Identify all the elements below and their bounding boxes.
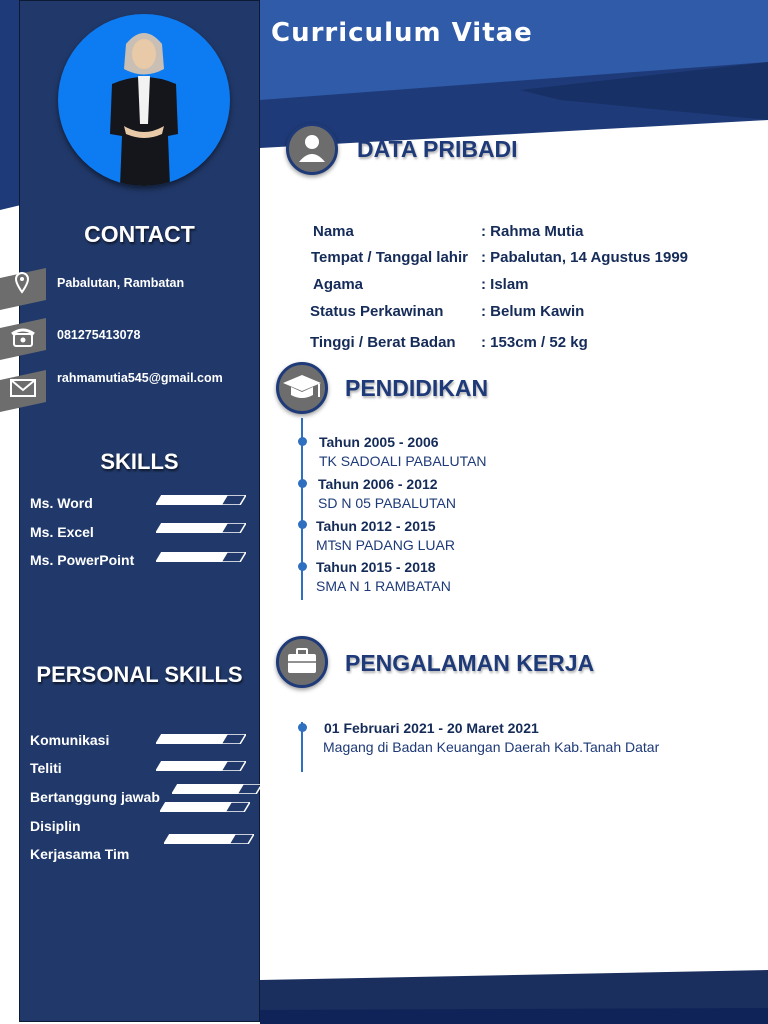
- data-label: Tempat / Tanggal lahir: [311, 249, 468, 266]
- data-value: : Rahma Mutia: [481, 223, 584, 240]
- pendidikan-heading: PENDIDIKAN: [345, 375, 489, 401]
- skill-bar-fill: [160, 802, 232, 812]
- personal-skill-bar: [172, 784, 262, 794]
- skill-bar-fill: [156, 495, 228, 505]
- data-value: : Belum Kawin: [481, 303, 585, 320]
- data-label: Nama: [313, 223, 354, 240]
- personal-skill-label: Teliti: [30, 760, 62, 776]
- personal-skills-heading: PERSONAL SKILLS: [36, 662, 243, 687]
- skill-bar-fill: [164, 834, 236, 844]
- data-label: Tinggi / Berat Badan: [310, 334, 456, 351]
- data-label: Agama: [313, 276, 364, 293]
- data-value: : Pabalutan, 14 Agustus 1999: [481, 249, 689, 266]
- personal-skill-label: Kerjasama Tim: [30, 846, 130, 862]
- skill-bar-fill: [172, 784, 244, 794]
- skill-bar: [156, 523, 246, 533]
- skill-bar-fill: [156, 734, 228, 744]
- data-label: Status Perkawinan: [310, 303, 444, 320]
- document-title: Curriculum Vitae: [271, 18, 533, 48]
- contact-phone: 081275413078: [57, 328, 141, 342]
- skill-bar: [156, 552, 246, 562]
- skill-bar: [156, 495, 246, 505]
- personal-skill-label: Bertanggung jawab: [30, 789, 160, 805]
- education-school: TK SADOALI PABALUTAN: [319, 453, 487, 469]
- contact-address: Pabalutan, Rambatan: [57, 276, 185, 290]
- timeline-dot: [298, 562, 307, 571]
- skill-label: Ms. Excel: [30, 524, 94, 540]
- pengalaman-heading: PENGALAMAN KERJA: [345, 650, 595, 676]
- data-pribadi-heading: DATA PRIBADI: [357, 136, 518, 162]
- skill-label: Ms. PowerPoint: [30, 552, 135, 568]
- education-school: SD N 05 PABALUTAN: [318, 495, 456, 511]
- timeline-dot: [298, 479, 307, 488]
- briefcase-icon: [276, 636, 328, 688]
- envelope-icon: [0, 370, 46, 412]
- person-icon: [286, 123, 338, 175]
- skill-bar-fill: [156, 552, 228, 562]
- timeline-dot: [298, 520, 307, 529]
- skills-heading: SKILLS: [100, 449, 179, 474]
- education-school: SMA N 1 RAMBATAN: [316, 578, 451, 594]
- location-pin-icon: [0, 268, 46, 310]
- timeline-dot: [298, 437, 307, 446]
- telephone-icon: [0, 318, 46, 360]
- education-year: Tahun 2015 - 2018: [316, 559, 436, 575]
- profile-photo: [58, 14, 230, 186]
- contact-email: rahmamutia545@gmail.com: [57, 371, 223, 385]
- graduation-cap-icon: [276, 362, 328, 414]
- education-year: Tahun 2006 - 2012: [318, 476, 438, 492]
- personal-skill-bar: [156, 734, 246, 744]
- data-value: : 153cm / 52 kg: [481, 334, 588, 351]
- personal-skill-label: Disiplin: [30, 818, 81, 834]
- work-date: 01 Februari 2021 - 20 Maret 2021: [324, 720, 539, 736]
- timeline-dot: [298, 723, 307, 732]
- personal-skill-label: Komunikasi: [30, 732, 110, 748]
- education-school: MTsN PADANG LUAR: [316, 537, 455, 553]
- skill-label: Ms. Word: [30, 495, 93, 511]
- contact-heading: CONTACT: [84, 221, 195, 247]
- personal-skill-bar: [160, 802, 250, 812]
- data-value: : Islam: [481, 276, 529, 293]
- education-year: Tahun 2005 - 2006: [319, 434, 439, 450]
- education-year: Tahun 2012 - 2015: [316, 518, 436, 534]
- work-description: Magang di Badan Keuangan Daerah Kab.Tanah Datar: [323, 739, 660, 755]
- skill-bar-fill: [156, 523, 228, 533]
- skill-bar-fill: [156, 761, 228, 771]
- personal-skill-bar: [156, 761, 246, 771]
- personal-skill-bar: [164, 834, 254, 844]
